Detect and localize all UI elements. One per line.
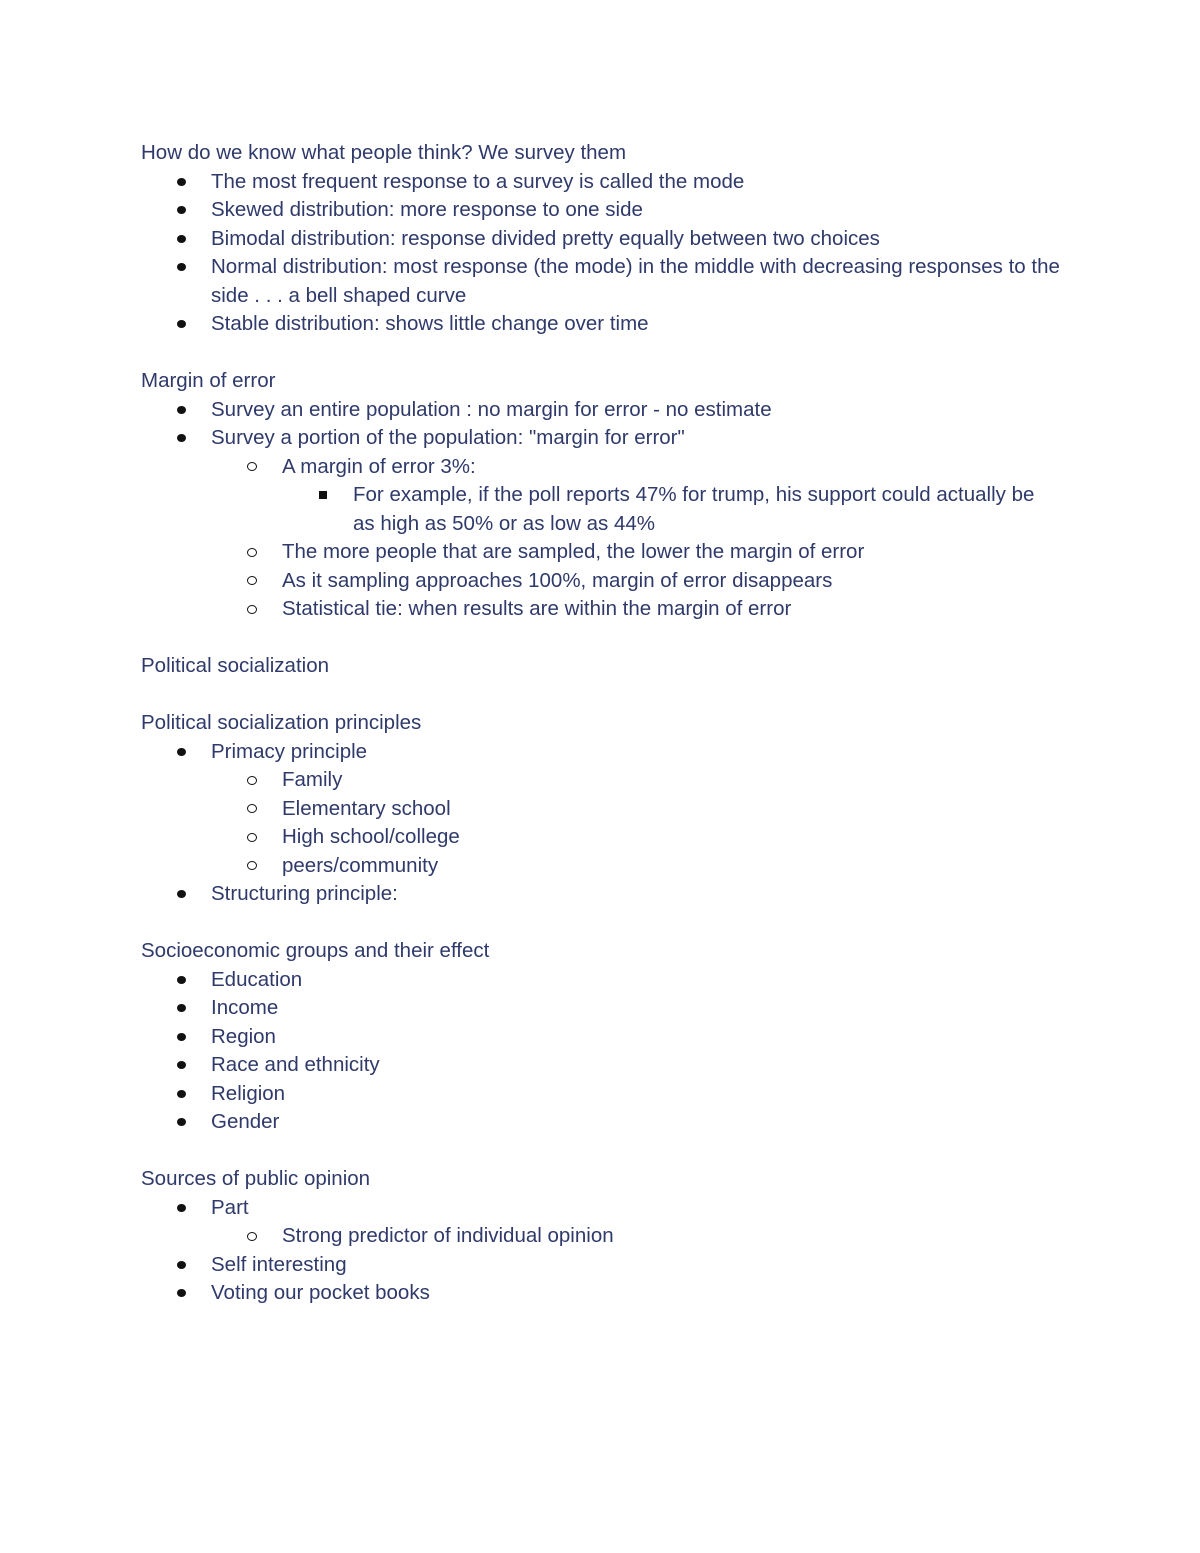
sub-list-item: Elementary school [211, 795, 1061, 824]
list-item: Bimodal distribution: response divided pretty equally between two choices [141, 225, 1061, 254]
bullet-circle-icon [247, 595, 257, 624]
list-item: Gender [141, 1108, 1061, 1137]
section-heading: Sources of public opinion [141, 1167, 371, 1190]
sub-bullet-list [281, 766, 1061, 880]
bullet-dot-icon [177, 738, 186, 767]
sub-list-item: As it sampling approaches 100%, margin of error disappears [211, 567, 1061, 596]
section-survey [141, 139, 1061, 339]
list-item: Region [141, 1023, 1061, 1052]
bullet-dot-icon [177, 225, 186, 254]
bullet-circle-icon [247, 567, 257, 596]
list-item: Normal distribution: most response (the mode) in the middle with decreasing responses to the side . . . a bell shaped curve [141, 253, 1061, 310]
section-political-socialization [141, 652, 1061, 681]
bullet-dot-icon [177, 168, 186, 197]
list-item: Structuring principle: [141, 880, 1061, 909]
list-item: Education [141, 966, 1061, 995]
list-item: Religion [141, 1080, 1061, 1109]
bullet-dot-icon [177, 994, 186, 1023]
bullet-dot-icon [177, 1051, 186, 1080]
section-margin-of-error [141, 367, 1061, 624]
sub-list-item: High school/college [211, 823, 1061, 852]
section-heading: How do we know what people think? We survey them [141, 141, 627, 164]
list-item: Part Strong predictor of individual opinion [141, 1194, 1061, 1251]
bullet-list [141, 396, 1061, 624]
section-socialization-principles [141, 709, 1061, 909]
list-item: Stable distribution: shows little change over time [141, 310, 1061, 339]
bullet-dot-icon [177, 253, 186, 282]
bullet-dot-icon [177, 196, 186, 225]
list-item: Voting our pocket books [141, 1279, 1061, 1308]
section-sources-of-public-opinion [141, 1165, 1061, 1308]
bullet-dot-icon [177, 310, 186, 339]
sub-list-item: Family [211, 766, 1061, 795]
bullet-circle-icon [247, 823, 257, 852]
list-item: Survey an entire population : no margin for error - no estimate [141, 396, 1061, 425]
sub-bullet-list [281, 453, 1061, 624]
bullet-circle-icon [247, 1222, 257, 1251]
sub-list-item: The more people that are sampled, the lower the margin of error [211, 538, 1061, 567]
sub-list-item: A margin of error 3%: For example, if the poll reports 47% for trump, his support could actually be as high as 50% or as low as 44% [211, 453, 1061, 539]
bullet-dot-icon [177, 966, 186, 995]
section-heading: Socioeconomic groups and their effect [141, 939, 490, 962]
bullet-list [141, 966, 1061, 1137]
bullet-dot-icon [177, 880, 186, 909]
sub-list-item: Statistical tie: when results are within the margin of error [211, 595, 1061, 624]
bullet-list [141, 1194, 1061, 1308]
sub-bullet-list [281, 1222, 1061, 1251]
bullet-dot-icon [177, 424, 186, 453]
bullet-circle-icon [247, 852, 257, 881]
list-item: Income [141, 994, 1061, 1023]
bullet-list [141, 738, 1061, 909]
list-item: The most frequent response to a survey is called the mode [141, 168, 1061, 197]
bullet-circle-icon [247, 766, 257, 795]
sub-sub-list-item: For example, if the poll reports 47% for trump, his support could actually be as high as 50% or as low as 44% [283, 481, 1061, 538]
list-item: Skewed distribution: more response to one side [141, 196, 1061, 225]
sub-sub-bullet-list [353, 481, 1061, 538]
bullet-list [141, 168, 1061, 339]
list-item: Survey a portion of the population: "margin for error" A margin of error 3%: For example, if the poll reports 47% for trump, his support could actually be as high as 50% or as low as 44% The more people that are sampled, the lower the margin of error As it sampling approaches 100%, margin of error disappears Statistical tie: when results are within the margin of error [141, 424, 1061, 624]
sub-list-item: Strong predictor of individual opinion [211, 1222, 1061, 1251]
bullet-circle-icon [247, 795, 257, 824]
bullet-dot-icon [177, 396, 186, 425]
bullet-dot-icon [177, 1023, 186, 1052]
list-item: Race and ethnicity [141, 1051, 1061, 1080]
bullet-dot-icon [177, 1194, 186, 1223]
bullet-dot-icon [177, 1279, 186, 1308]
bullet-dot-icon [177, 1080, 186, 1109]
document-body [141, 139, 1061, 1336]
bullet-square-icon [319, 481, 327, 510]
section-heading: Political socialization [141, 654, 330, 677]
bullet-dot-icon [177, 1108, 186, 1137]
section-heading: Margin of error [141, 369, 276, 392]
list-item: Primacy principle Family Elementary school High school/college peers/community [141, 738, 1061, 881]
list-item: Self interesting [141, 1251, 1061, 1280]
section-socioeconomic-groups [141, 937, 1061, 1137]
sub-list-item: peers/community [211, 852, 1061, 881]
bullet-circle-icon [247, 538, 257, 567]
bullet-circle-icon [247, 453, 257, 482]
bullet-dot-icon [177, 1251, 186, 1280]
section-heading: Political socialization principles [141, 711, 422, 734]
